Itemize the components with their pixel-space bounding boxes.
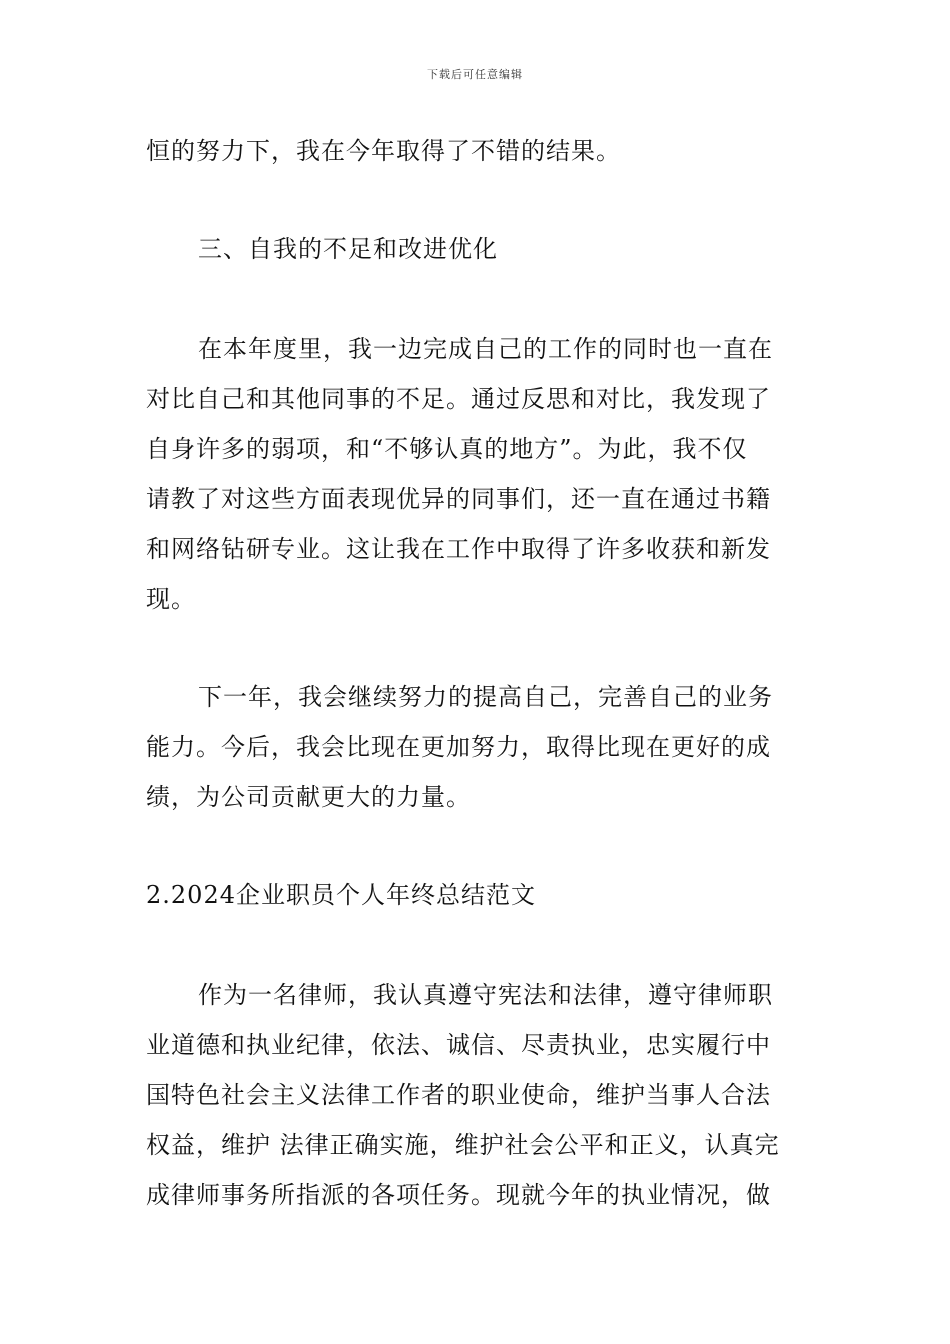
text-line: 成律师事务所指派的各项任务。现就今年的执业情况，做 (146, 1181, 771, 1209)
text-line: 恒的努力下，我在今年取得了不错的结果。 (146, 137, 621, 165)
text-line: 业道德和执业纪律，依法、诚信、尽责执业，忠实履行中 (146, 1031, 771, 1059)
paragraph-intro-end (146, 126, 811, 176)
title-text: 2.2024企业职员个人年终总结范文 (146, 881, 536, 909)
section-three-heading (198, 224, 798, 274)
heading-text: 三、自我的不足和改进优化 (198, 235, 498, 263)
paragraph-self-review (146, 324, 811, 624)
text-line: 和网络钻研专业。这让我在工作中取得了许多收获和新发 (146, 535, 771, 563)
text-line: 下一年，我会继续努力的提高自己，完善自己的业务 (198, 683, 773, 711)
text-line: 能力。今后，我会比现在更加努力，取得比现在更好的成 (146, 733, 771, 761)
text-line: 请教了对这些方面表现优异的同事们，还一直在通过书籍 (146, 485, 771, 513)
text-line: 作为一名律师，我认真遵守宪法和法律，遵守律师职 (198, 981, 773, 1009)
article-two-title (146, 870, 811, 920)
text-line: 在本年度里，我一边完成自己的工作的同时也一直在 (198, 335, 773, 363)
paragraph-next-year (146, 672, 811, 822)
text-line: 权益，维护 法律正确实施，维护社会公平和正义，认真完 (146, 1131, 780, 1159)
text-line: 绩，为公司贡献更大的力量。 (146, 783, 471, 811)
text-line: 对比自己和其他同事的不足。通过反思和对比，我发现了 (146, 385, 771, 413)
text-line: 现。 (146, 585, 196, 613)
text-line: 国特色社会主义法律工作者的职业使命，维护当事人合法 (146, 1081, 771, 1109)
text-line: 自身许多的弱项，和“不够认真的地方”。为此，我不仅 (146, 435, 748, 463)
header-note: 下载后可任意编辑 (427, 68, 523, 81)
paragraph-lawyer (146, 970, 811, 1220)
